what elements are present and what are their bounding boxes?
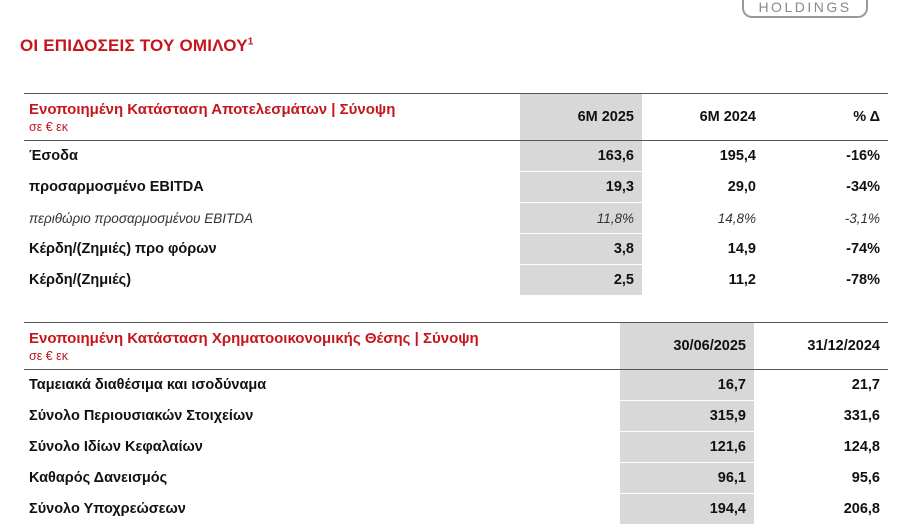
cell-value: 3,8 — [520, 234, 642, 265]
table-row — [24, 234, 888, 265]
balance-header-row — [24, 323, 888, 370]
cell-value: 11,2 — [642, 265, 764, 296]
row-label: Κέρδη/(Ζημιές) — [24, 265, 520, 296]
row-label: Καθαρός Δανεισμός — [24, 463, 620, 494]
cell-value: 124,8 — [754, 432, 888, 463]
row-label: Ταμειακά διαθέσιμα και ισοδύναμα — [24, 370, 620, 401]
cell-value: 2,5 — [520, 265, 642, 296]
cell-value: 14,9 — [642, 234, 764, 265]
row-label: περιθώριο προσαρμοσμένου EBITDA — [24, 203, 520, 234]
cell-value: 195,4 — [642, 141, 764, 172]
table-row — [24, 203, 888, 234]
balance-unit: σε € εκ — [29, 349, 69, 363]
cell-value: 14,8% — [642, 203, 764, 234]
table-row — [24, 463, 888, 494]
cell-value: 163,6 — [520, 141, 642, 172]
cell-value: 19,3 — [520, 172, 642, 203]
footnote-marker: 1 — [247, 36, 254, 48]
table-row — [24, 494, 888, 525]
income-statement-table — [24, 93, 888, 296]
income-col-6m2024: 6Μ 2024 — [642, 94, 764, 141]
table-row — [24, 432, 888, 463]
table-row — [24, 141, 888, 172]
row-label: προσαρμοσμένο EBITDA — [24, 172, 520, 203]
cell-value: 121,6 — [620, 432, 754, 463]
income-header-row — [24, 94, 888, 141]
table-row — [24, 265, 888, 296]
income-unit: σε € εκ — [29, 120, 69, 134]
income-col-6m2025: 6Μ 2025 — [520, 94, 642, 141]
cell-value: 95,6 — [754, 463, 888, 494]
company-logo: HOLDINGS — [742, 0, 868, 18]
cell-value: -3,1% — [764, 203, 888, 234]
balance-title-text: Ενοποιημένη Κατάσταση Χρηματοοικονομικής Θέσης | Σύνοψη — [29, 330, 479, 347]
cell-value: 206,8 — [754, 494, 888, 525]
cell-value: 315,9 — [620, 401, 754, 432]
row-label: Σύνολο Ιδίων Κεφαλαίων — [24, 432, 620, 463]
balance-col-2024: 31/12/2024 — [754, 323, 888, 370]
balance-sheet-table — [24, 322, 888, 525]
table-row — [24, 370, 888, 401]
cell-value: -34% — [764, 172, 888, 203]
income-title — [24, 94, 520, 141]
cell-value: -74% — [764, 234, 888, 265]
balance-col-2025: 30/06/2025 — [620, 323, 754, 370]
balance-title — [24, 323, 620, 370]
cell-value: -78% — [764, 265, 888, 296]
page-title-text: ΟΙ ΕΠΙΔΟΣΕΙΣ ΤΟΥ ΟΜΙΛΟΥ — [20, 36, 248, 55]
row-label: Κέρδη/(Ζημιές) προ φόρων — [24, 234, 520, 265]
table-row — [24, 172, 888, 203]
cell-value: 21,7 — [754, 370, 888, 401]
row-label: Σύνολο Περιουσιακών Στοιχείων — [24, 401, 620, 432]
cell-value: 331,6 — [754, 401, 888, 432]
cell-value: 194,4 — [620, 494, 754, 525]
cell-value: 29,0 — [642, 172, 764, 203]
cell-value: 16,7 — [620, 370, 754, 401]
row-label: Έσοδα — [24, 141, 520, 172]
table-row — [24, 401, 888, 432]
cell-value: 11,8% — [520, 203, 642, 234]
cell-value: -16% — [764, 141, 888, 172]
page-title — [20, 36, 254, 56]
row-label: Σύνολο Υποχρεώσεων — [24, 494, 620, 525]
cell-value: 96,1 — [620, 463, 754, 494]
income-title-text: Ενοποιημένη Κατάσταση Αποτελεσμάτων | Σύνοψη — [29, 101, 396, 118]
income-col-change: % Δ — [764, 94, 888, 141]
